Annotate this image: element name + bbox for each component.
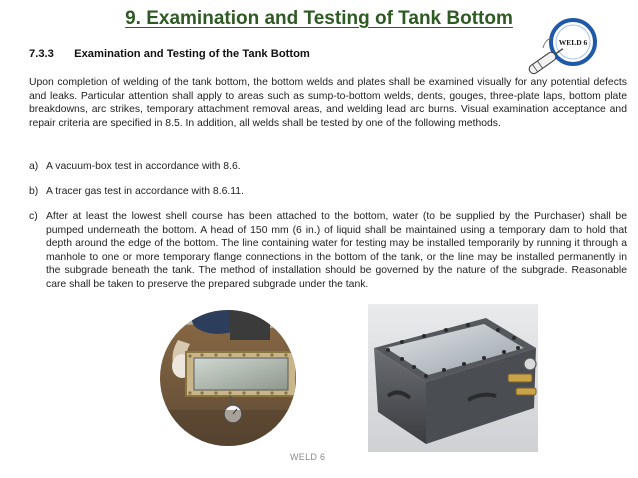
method-marker: c) [29,211,38,222]
method-marker: a) [29,161,39,172]
section-heading [29,48,310,60]
method-item-c [29,210,627,292]
method-text: A vacuum-box test in accordance with 8.6. [46,161,241,172]
method-item-b [29,185,627,199]
logo-text: WELD 6 [558,38,588,47]
slide-footer: WELD 6 [290,452,326,462]
weld-logo [523,10,607,80]
intro-paragraph: Upon completion of welding of the tank bottom, the bottom welds and plates shall be examined visually for any potential defects and leaks. Particular attention shall apply to areas such as sump-to-bottom welds, dents, gouges, three-plate laps, bottom plate breakdowns, arc strikes, temporary attachment removal areas, and welding lead arc burns. Visual examination acceptance and repair criteria are specified in 8.5. In addition, all welds shall be tested by one of the following methods. [29,77,627,129]
method-marker: b) [29,186,39,197]
section-number: 7.3.3 [29,48,54,60]
slide-title: 9. Examination and Testing of Tank Bottom [125,8,513,29]
method-text: After at least the lowest shell course has been attached to the bottom, water (to be supplied by the Purchaser) shall be pumped underneath the bottom. A head of 150 mm (6 in.) of liquid shall be maintained using a temporary dam to hold that depth around the edge of the bottom. The line containing water for testing may be installed temporarily by running it through a manhole to one or more temporary flange connections in the bottom of the tank, or the line may be installed permanently in the subgrade beneath the tank. The method of installation should be governed by the nature of the subgrade. Reasonable care shall be taken to preserve the prepared subgrade under the tank. [46,211,627,290]
method-item-a [29,160,627,174]
vacuum-box-field-photo [160,310,296,446]
vacuum-box-product-photo [368,304,538,452]
section-title: Examination and Testing of the Tank Bottom [74,48,310,60]
method-text: A tracer gas test in accordance with 8.6.11. [46,186,244,197]
